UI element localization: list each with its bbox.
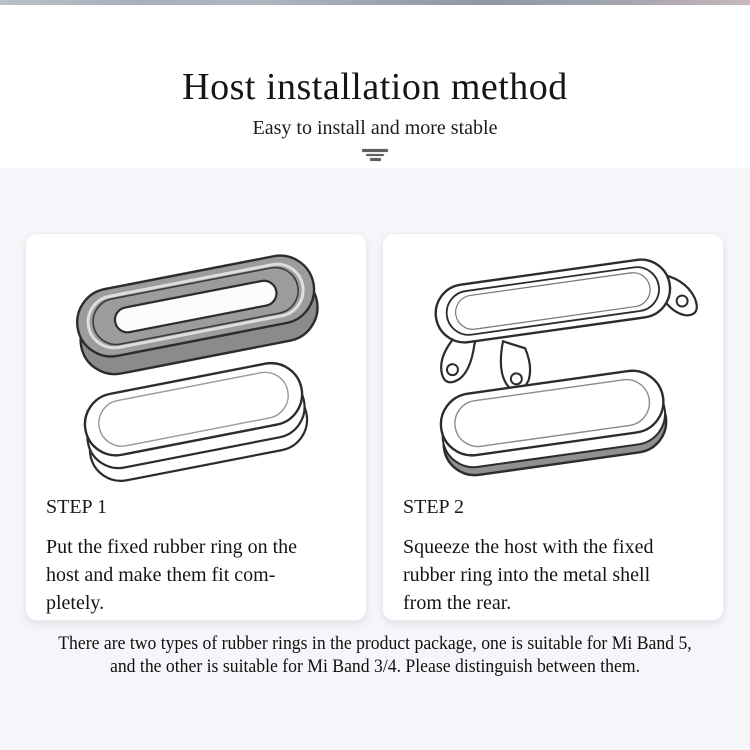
triple-bar-divider-icon xyxy=(0,149,750,161)
host-body xyxy=(80,358,313,486)
step-description-line: pletely. xyxy=(46,592,105,614)
footer-note-line: There are two types of rubber rings in the product package, one is suitable for Mi Band 5, xyxy=(58,633,692,654)
metal-shell-and-host-illustration xyxy=(403,244,703,494)
page-title: Host installation method xyxy=(182,66,568,108)
step-card-1 xyxy=(25,233,367,621)
footer-note xyxy=(0,632,750,678)
page-subtitle: Easy to install and more stable xyxy=(252,117,498,139)
content-area xyxy=(0,168,750,750)
fixed-rubber-ring xyxy=(71,250,323,380)
step-description-line: from the rear. xyxy=(403,592,512,614)
step-card-2 xyxy=(382,233,724,621)
step-description-line: rubber ring into the metal shell xyxy=(403,564,651,586)
steps-row xyxy=(25,233,705,621)
header xyxy=(0,5,750,168)
rubber-ring-and-host-drawing xyxy=(46,244,346,494)
footer-note-line: and the other is suitable for Mi Band 3/4. Please distinguish between them. xyxy=(109,656,641,677)
rubber-ring-and-host-illustration xyxy=(46,244,346,494)
step-label: STEP 1 xyxy=(46,496,107,518)
step-description xyxy=(403,533,703,617)
metal-shell-and-host-drawing xyxy=(403,244,703,494)
step-description xyxy=(46,533,346,617)
step-description-line: host and make them fit com- xyxy=(46,564,276,586)
step-description-line: Squeeze the host with the fixed xyxy=(403,536,654,558)
step-label: STEP 2 xyxy=(403,496,464,518)
host-with-rubber-ring xyxy=(437,367,670,479)
step-description-line: Put the fixed rubber ring on the xyxy=(46,536,298,558)
